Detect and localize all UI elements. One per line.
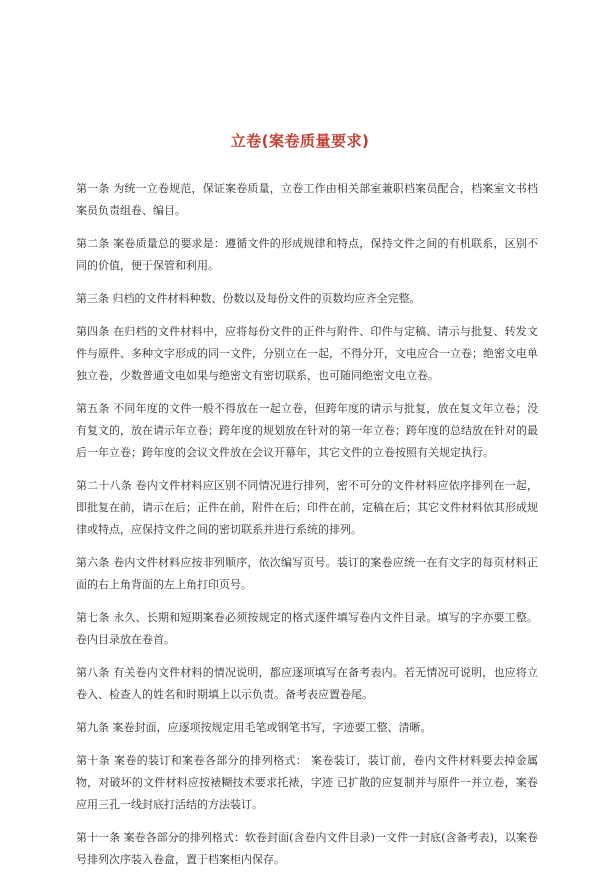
article-28: 第二十八条 卷内文件材料应区别不同情况进行排列，密不可分的文件材料应依序排列在一起，即批复在前，请示在后；正件在前，附件在后；印件在前，定稿在后；其它文件材料依其形成规律或特点，应保持文件之间的密切联系并进行系统的排列。 (76, 479, 538, 536)
article-7: 第七条 永久、长期和短期案卷必须按规定的格式逐件填写卷内文件目录。填写的字亦要工整。卷内目录放在卷首。 (76, 611, 538, 646)
article-3: 第三条 归档的文件材料种数、份数以及每份文件的页数均应齐全完整。 (76, 292, 421, 305)
article-4: 第四条 在归档的文件材料中，应将每份文件的正件与附件、印件与定稿、请示与批复、转发文件与原件、多种文字形成的同一文件，分别立在一起，不得分开，文电应合一立卷；绝密文电单独立卷，少数普通文电如果与绝密文有密切联系，也可随同绝密文电立卷。 (76, 325, 538, 382)
article-10: 第十条 案卷的装订和案卷各部分的排列格式： 案卷装订，装订前，卷内文件材料要去掉金属物，对破坏的文件材料应按裱糊技术要求托裱，字迹 已扩散的应复制并与原件一并立卷，案卷应用三孔一线封底打活结的方法装订。 (76, 754, 538, 811)
article-11: 第十一条 案卷各部分的排列格式：软卷封面(含卷内文件目录)一文件一封底(含备考表)，以案卷号排列次序装入卷盒，置于档案柜内保存。 (76, 831, 538, 866)
page-title: 立卷(案卷质量要求) (230, 132, 370, 150)
article-2: 第二条 案卷质量总的要求是：遵循文件的形成规律和特点，保持文件之间的有机联系，区别不同的价值，便于保管和利用。 (76, 237, 538, 272)
article-9: 第九条 案卷封面，应逐项按规定用毛笔或钢笔书写，字迹要工整、清晰。 (76, 721, 432, 734)
article-1: 第一条 为统一立卷规范，保证案卷质量，立卷工作由相关部室兼职档案员配合，档案室文书档案员负责组卷、编目。 (76, 182, 538, 217)
article-6: 第六条 卷内文件材料应按非列顺序，依次编写页号。装订的案卷应统一在有文字的每页材料正面的右上角背面的左上角打印页号。 (76, 556, 538, 591)
document-body (76, 178, 538, 882)
article-5: 第五条 不同年度的文件一般不得放在一起立卷，但跨年度的请示与批复，放在复文年立卷；没有复文的，放在请示年立卷；跨年度的规划放在针对的第一年立卷；跨年度的总结放在针对的最后一年立卷；跨年度的会议文件放在会议开幕年，其它文件的立卷按照有关规定执行。 (76, 402, 538, 459)
article-8: 第八条 有关卷内文件材料的情况说明，都应逐项填写在备考表内。若无情况可说明，也应将立卷入、检查人的姓名和时期填上以示负责。备考表应置卷尾。 (76, 666, 538, 701)
